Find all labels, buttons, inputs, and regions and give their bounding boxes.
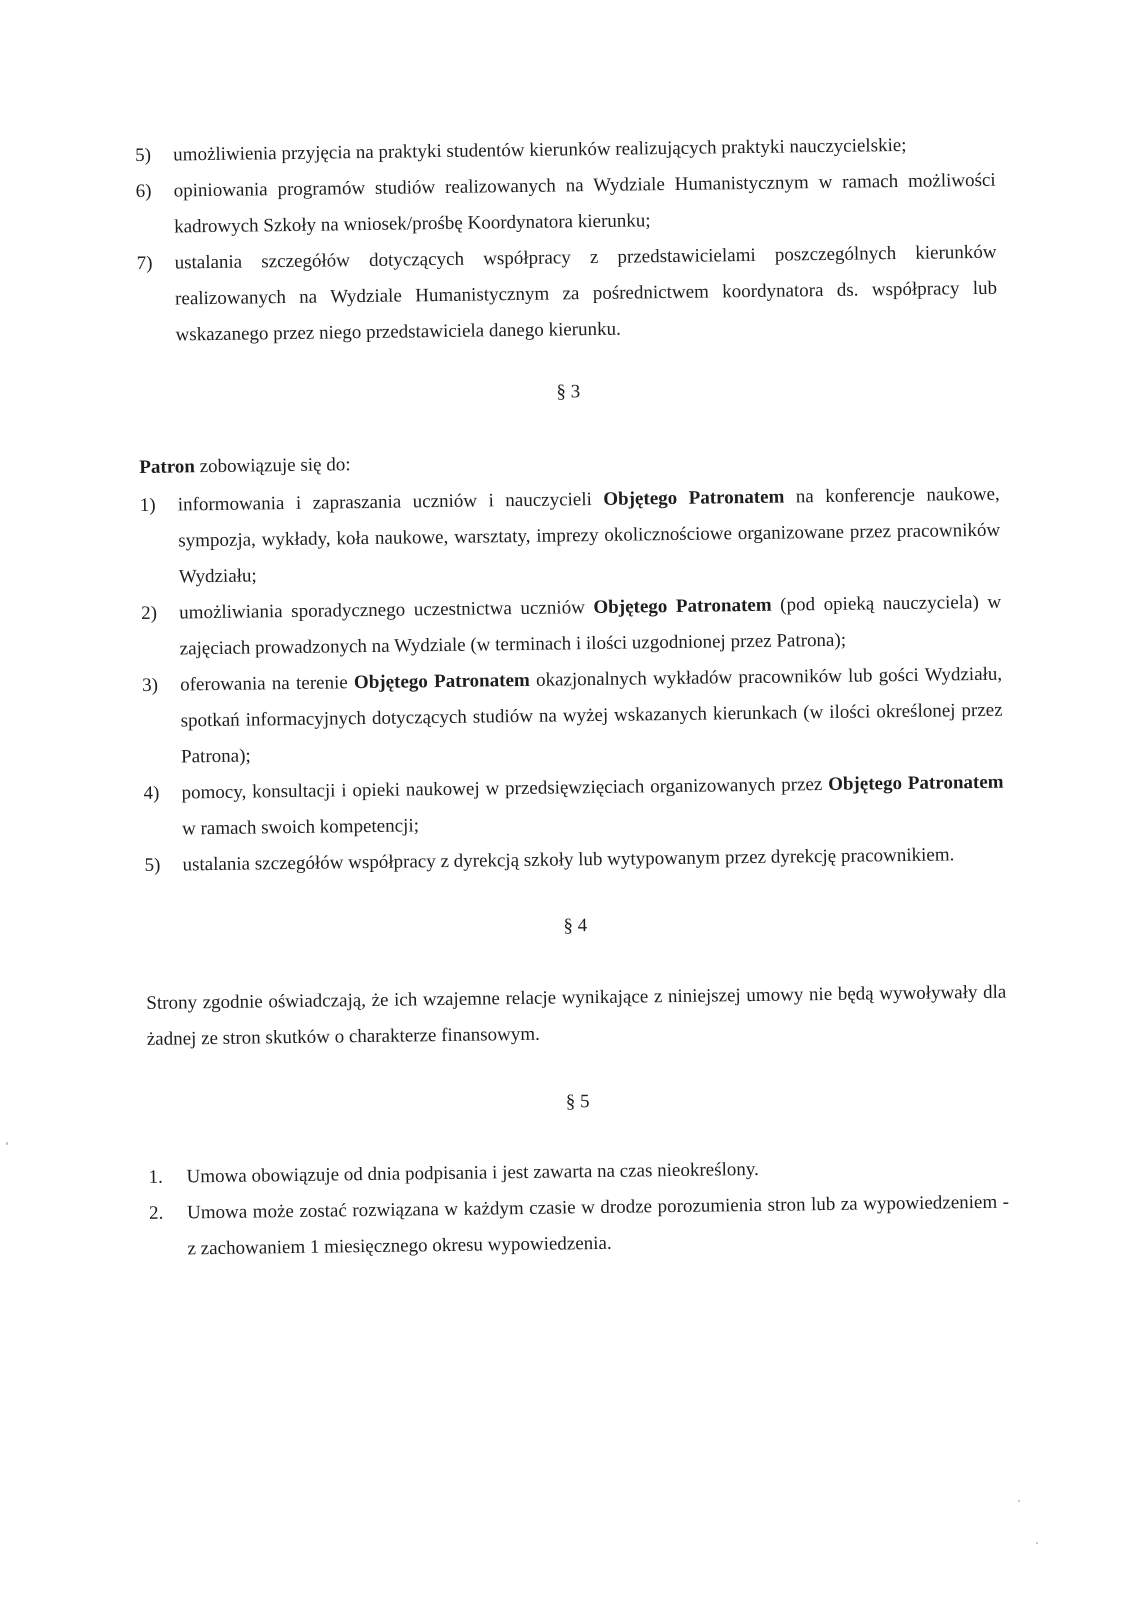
text-run-bold: Objętego Patronatem	[593, 594, 772, 619]
list-item-text	[180, 664, 1003, 768]
list-item-number: 6)	[135, 180, 152, 202]
list-item-number: 7)	[136, 252, 153, 274]
text-run: oferowania na terenie	[180, 672, 355, 696]
section-3-intro-text: zobowiązuje się do:	[194, 454, 351, 478]
list-item	[149, 1185, 1010, 1268]
scan-speck	[1036, 1542, 1038, 1544]
list-item	[136, 235, 997, 354]
text-run: na konferencje naukowe, sympozja, wykłady, koła naukowe, warsztaty, imprezy okolicznościowe organizowane przez pracowników Wydziału;	[178, 483, 1001, 588]
list-item-text: umożliwienia przyjęcia na praktyki studentów kierunków realizujących praktyki nauczycielskie;	[173, 134, 907, 166]
list-item-number: 5)	[135, 144, 152, 166]
text-run: pomocy, konsultacji i opieki naukowej w przedsięwzięciach organizowanych przez	[181, 773, 829, 804]
list-item	[143, 765, 1004, 848]
text-run: (pod opieką nauczyciela) w zajęciach prowadzonych na Wydziale (w terminach i ilości uzgodnionej przez Patrona);	[179, 591, 1002, 660]
list-item	[141, 585, 1002, 668]
section-4-title: § 4	[563, 915, 588, 937]
list-item-text: Umowa obowiązuje od dnia podpisania i jest zawarta na czas nieokreślony.	[186, 1158, 759, 1188]
section-3-title: § 3	[556, 381, 581, 403]
scan-speck	[1018, 1500, 1020, 1502]
list-item-text: Umowa może zostać rozwiązana w każdym czasie w drodze porozumienia stron lub za wypowiedzeniem - z zachowaniem 1 miesięcznego okresu wypowiedzenia.	[186, 1191, 1010, 1260]
section3-list	[140, 477, 1005, 884]
list-item-text	[181, 772, 1003, 840]
text-run: informowania i zapraszania uczniów i nauczycieli	[177, 488, 604, 516]
section-5-title: § 5	[565, 1091, 590, 1113]
list-item-number: 1.	[148, 1166, 163, 1188]
list-item-number: 5)	[144, 854, 161, 876]
section2-list	[135, 127, 998, 354]
text-run-bold: Objętego Patronatem	[353, 669, 530, 694]
list-item-text: ustalania szczegółów dotyczących współpracy z przedstawicielami poszczególnych kierunków realizowanych na Wydziale Humanistycznym za pośrednictwem koordynatora ds. współpracy lub wskazanego przez niego przedstawiciela danego kierunku.	[174, 241, 998, 346]
section-4-text: Strony zgodnie oświadczają, że ich wzajemne relacje wynikające z niniejszej umowy nie będą wywoływały dla żadnej ze stron skutków o charakterze finansowym.	[146, 981, 1007, 1050]
list-item-number: 2.	[148, 1202, 164, 1224]
text-run-bold: Objętego Patronatem	[828, 771, 1004, 795]
list-item-number: 4)	[143, 782, 160, 804]
list-item	[140, 477, 1001, 596]
list-item-text	[182, 844, 954, 875]
text-run: ustalania szczegółów współpracy z dyrekcją szkoły lub wytypowanym przez dyrekcję pracownikiem.	[182, 844, 955, 876]
text-run: umożliwiania sporadycznego uczestnictwa uczniów	[179, 597, 594, 624]
patron-label: Patron	[139, 456, 196, 478]
text-run-bold: Objętego Patronatem	[603, 486, 785, 510]
list-item	[142, 657, 1003, 776]
list-item-text	[178, 484, 1001, 588]
list-item	[135, 163, 996, 246]
text-run: w ramach swoich kompetencji;	[181, 815, 420, 840]
text-run: okazjonalnych wykładów pracowników lub gości Wydziału, spotkań informacyjnych dotyczących studiów na wyżej wskazanych kierunkach (w ilości określonej przez Patrona);	[180, 663, 1003, 768]
list-item-number: 1)	[139, 494, 156, 516]
list-item-number: 3)	[142, 674, 159, 696]
section5-list	[148, 1149, 1009, 1268]
list-item-text: opiniowania programów studiów realizowanych na Wydziale Humanistycznym w ramach możliwości kadrowych Szkoły na wniosek/prośbę Koordynatora kierunku;	[173, 169, 996, 238]
list-item-number: 2)	[141, 602, 158, 624]
document-body	[135, 127, 1010, 1268]
list-item-text	[179, 592, 1001, 660]
scan-speck	[6, 1142, 8, 1145]
